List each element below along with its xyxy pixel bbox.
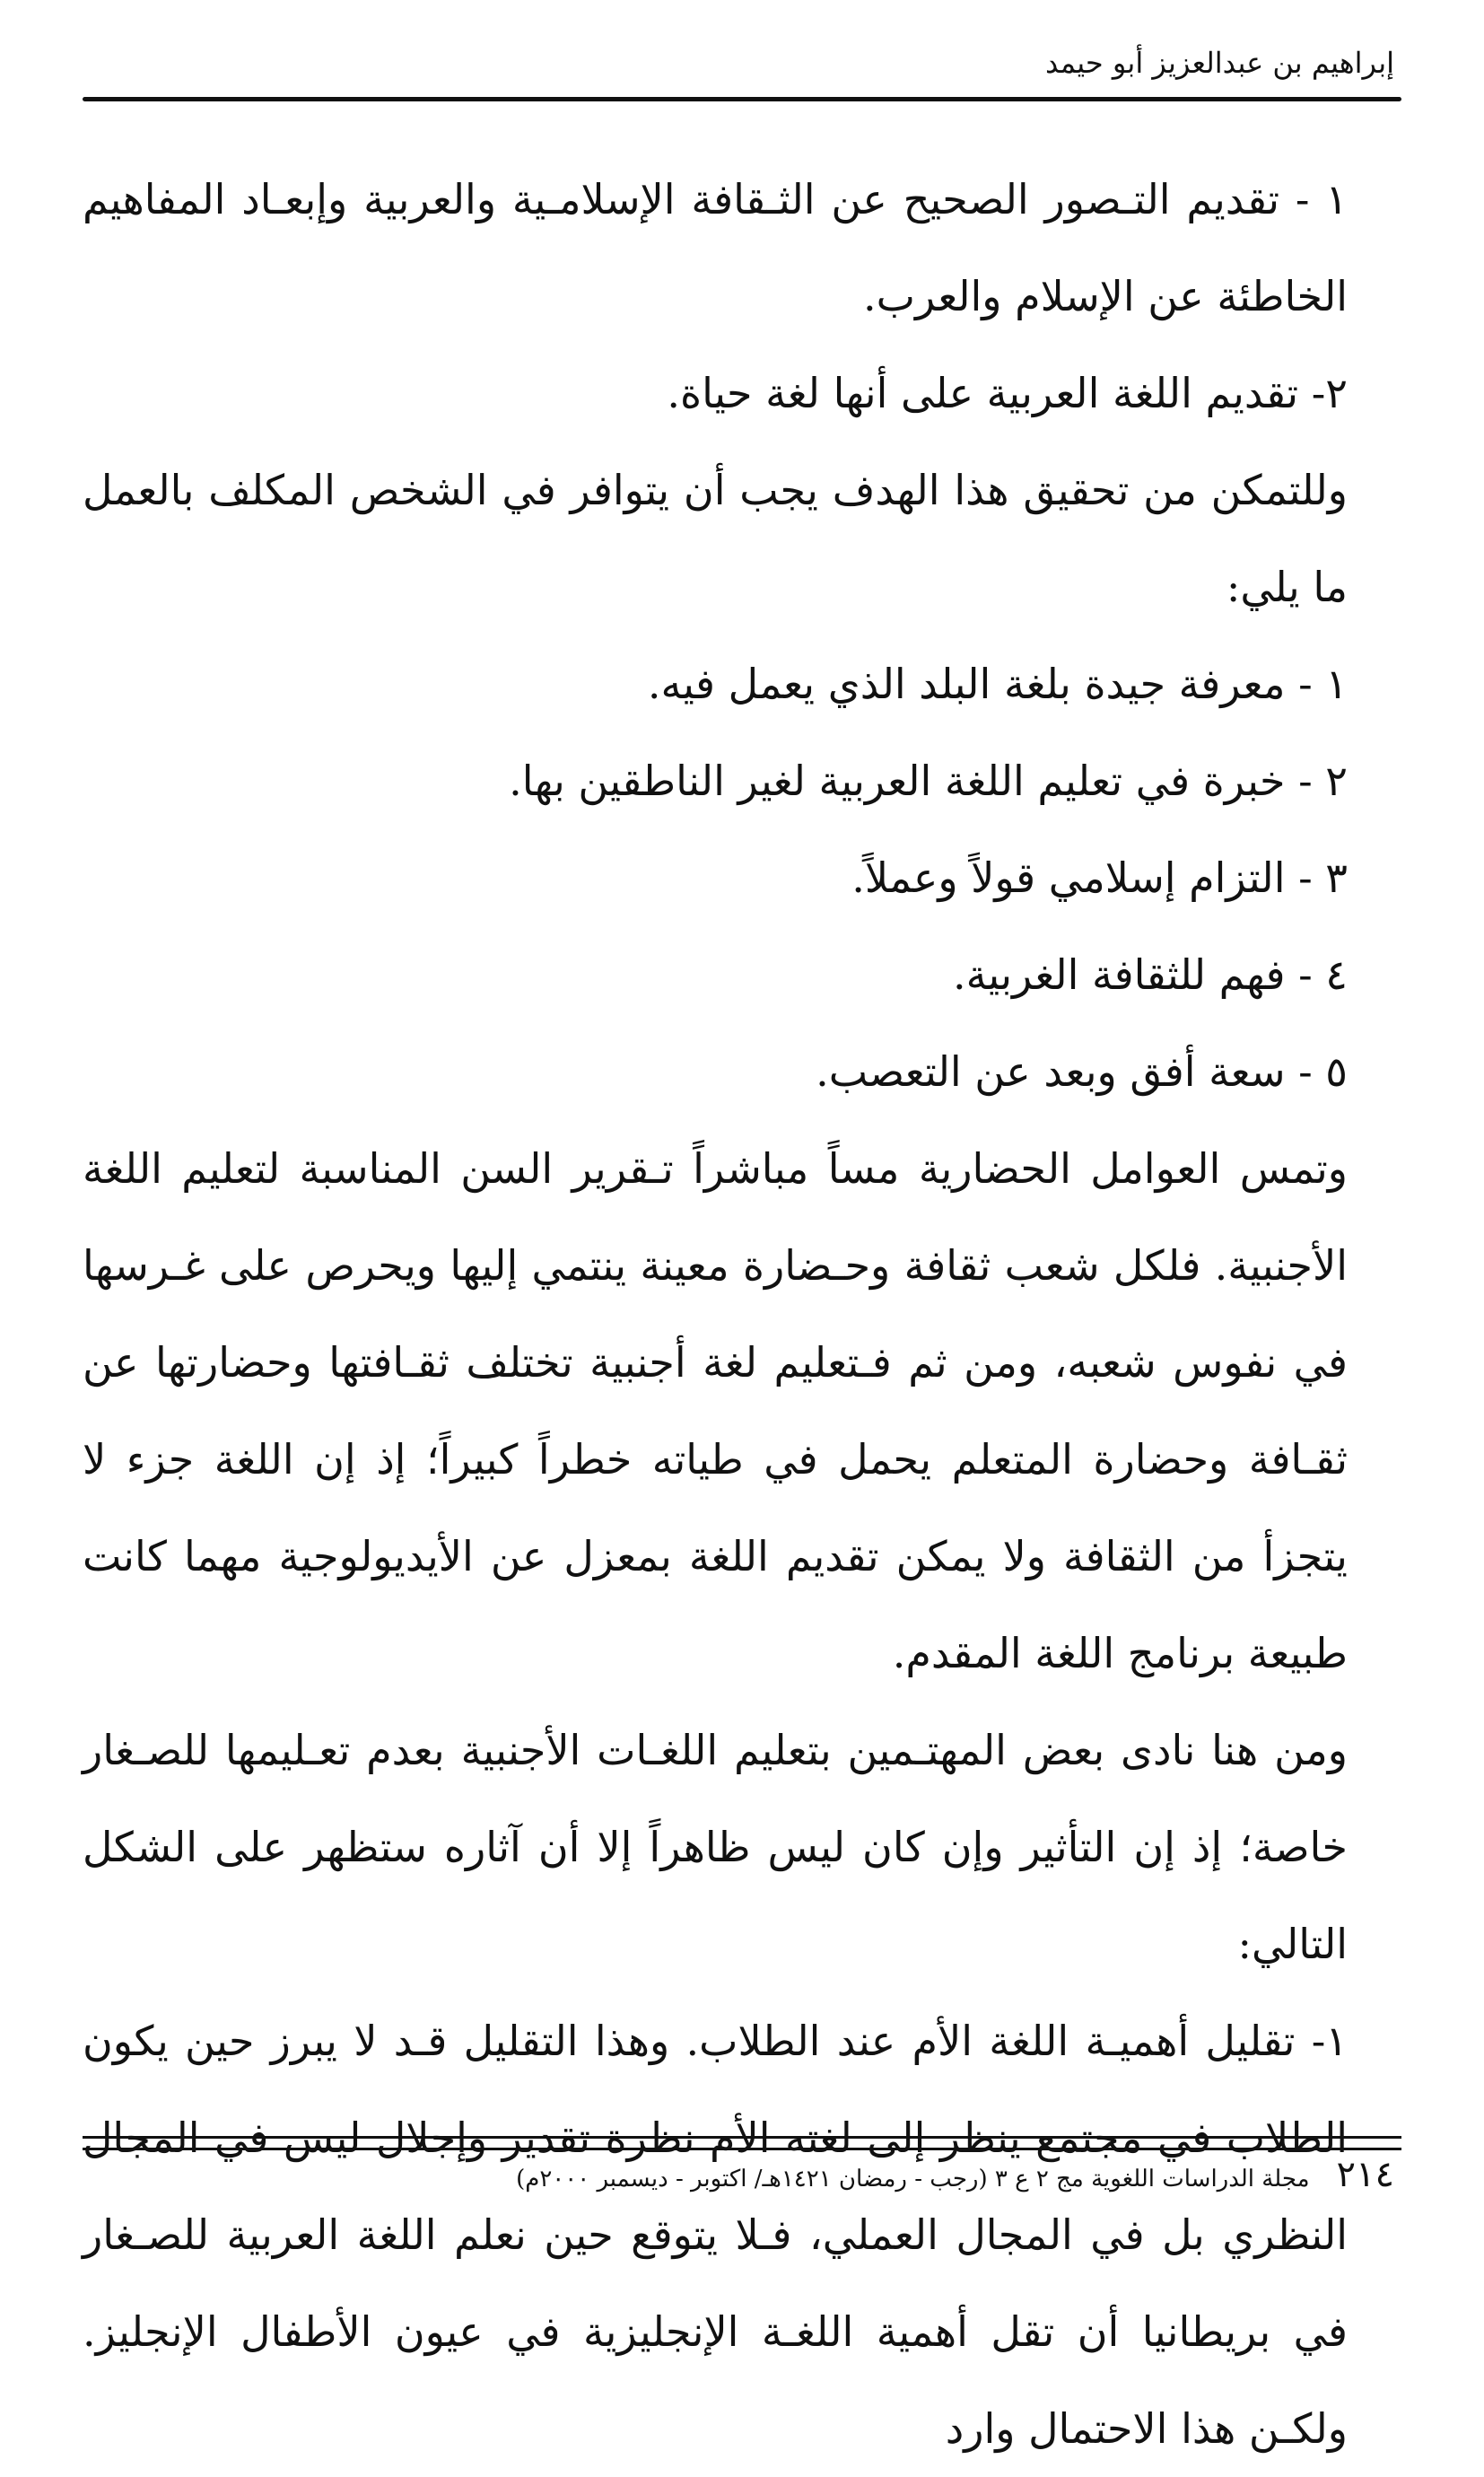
body-text: [83, 151, 1401, 2477]
paragraph: ٢- تقديم اللغة العربية على أنها لغة حياة.: [667, 369, 1348, 417]
list-item: ٣ - التزام إسلامي قولاً وعملاً.: [851, 853, 1348, 902]
list-item: ٤ - فهم للثقافة الغربية.: [953, 950, 1348, 999]
paragraph: وللتمكن من تحقيق هذا الهدف يجب أن يتوافر في الشخص المكلف بالعمل ما يلي:: [83, 466, 1348, 611]
list-item: ٢ - خبرة في تعليم اللغة العربية لغير الناطقين بها.: [509, 757, 1348, 805]
running-head-author: إبراهيم بن عبدالعزيز أبو حيمد: [1044, 46, 1394, 80]
footer-rule: [83, 2136, 1401, 2150]
paragraph: وتمس العوامل الحضارية مساً مباشراً تـقرير السن المناسبة لتعليم اللغة الأجنبية. فلكل شعب ثقافة وحـضارة معينة ينتمي إليها ويحرص على غـرسها في نفوس شعبه، ومن ثم فـتعليم لغة أجنبية تختلف ثقـافتها وحضارتها عن ثقـافة وحضارة المتعلم يحمل في طياته خطراً كبيراً؛ إذ إن اللغة جزء لا يتجزأ من الثقافة ولا يمكن تقديم اللغة بمعزل عن الأيديولوجية مهما كانت طبيعة برنامج اللغة المقدم.: [83, 1144, 1348, 1677]
page-number: ٢١٤: [1336, 2154, 1394, 2195]
list-item: ٥ - سعة أفق وبعد عن التعصب.: [816, 1047, 1348, 1096]
journal-citation: مجلة الدراسات اللغوية مج ٢ ع ٣ (رجب - رمضان ١٤٢١هـ/ اكتوبر - ديسمبر ٢٠٠٠م): [516, 2166, 1310, 2193]
paragraph: ١ - تقديم التـصور الصحيح عن الثـقافة الإسلامـية والعربية وإبعـاد المفاهيم الخاطئة عن الإسلام والعرب.: [83, 175, 1348, 320]
header-rule: [83, 97, 1401, 101]
list-item: ١ - معرفة جيدة بلغة البلد الذي يعمل فيه.: [647, 660, 1348, 708]
paragraph: ١- تقليل أهميـة اللغة الأم عند الطلاب. وهذا التقليل قـد لا يبرز حين يكون الطلاب في مجتمع ينظر إلى لغته الأم نظرة تقدير وإجلال ليس في المجال النظري بل في المجال العملي، فـلا يتوقع حين نعلم اللغة العربية للصـغار في بريطانيا أن تقل أهمية اللغـة الإنجليزية في عيون الأطفال الإنجليز. ولكـن هذا الاحتمال وارد: [83, 2017, 1348, 2453]
page-footer: [516, 2154, 1394, 2195]
paragraph: ومن هنا نادى بعض المهتـمين بتعليم اللغـات الأجنبية بعدم تعـليمها للصـغار خاصة؛ إذ إن التأثير وإن كان ليس ظاهراً إلا أن آثاره ستظهر على الشكل التالي:: [83, 1726, 1348, 1968]
